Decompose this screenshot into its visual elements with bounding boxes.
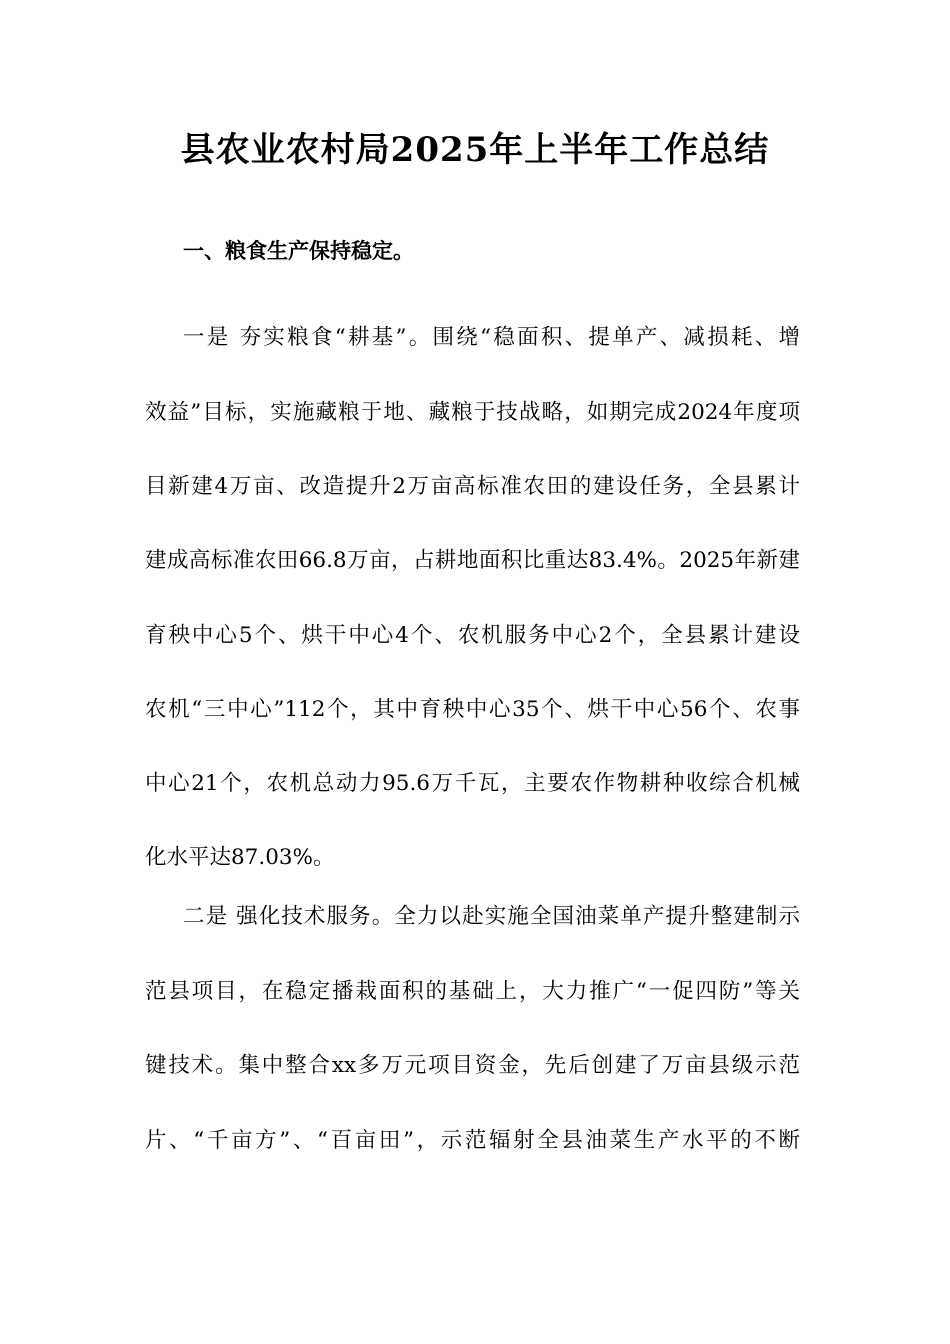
paragraph-line: 建成高标准农田66.8万亩，占耕地面积比重达83.4%。2025年新建 [145, 548, 800, 573]
paragraph-line: 一是 夯实粮食“耕基”。围绕“稳面积、提单产、减损耗、增 [183, 325, 800, 350]
paragraph-line: 目新建4万亩、改造提升2万亩高标准农田的建设任务，全县累计 [145, 474, 800, 499]
paragraph-line: 育秧中心5个、烘干中心4个、农机服务中心2个，全县累计建设 [145, 623, 800, 648]
section-heading: 一、粮食生产保持稳定。 [183, 238, 414, 263]
paragraph-line: 键技术。集中整合xx多万元项目资金，先后创建了万亩县级示范 [145, 1053, 800, 1078]
document-title: 县农业农村局2025年上半年工作总结 [180, 130, 770, 170]
paragraph-line: 片、“千亩方”、“百亩田”，示范辐射全县油菜生产水平的不断 [145, 1128, 800, 1153]
paragraph-line: 二是 强化技术服务。全力以赴实施全国油菜单产提升整建制示 [183, 904, 800, 929]
paragraph-line: 范县项目，在稳定播栽面积的基础上，大力推广“一促四防”等关 [145, 979, 800, 1004]
paragraph-line: 中心21个，农机总动力95.6万千瓦，主要农作物耕种收综合机械 [145, 771, 800, 796]
paragraph-line: 农机“三中心”112个，其中育秧中心35个、烘干中心56个、农事 [145, 697, 800, 722]
paragraph-line: 化水平达87.03%。 [145, 845, 335, 870]
paragraph-line: 效益”目标，实施藏粮于地、藏粮于技战略，如期完成2024年度项 [145, 400, 800, 425]
